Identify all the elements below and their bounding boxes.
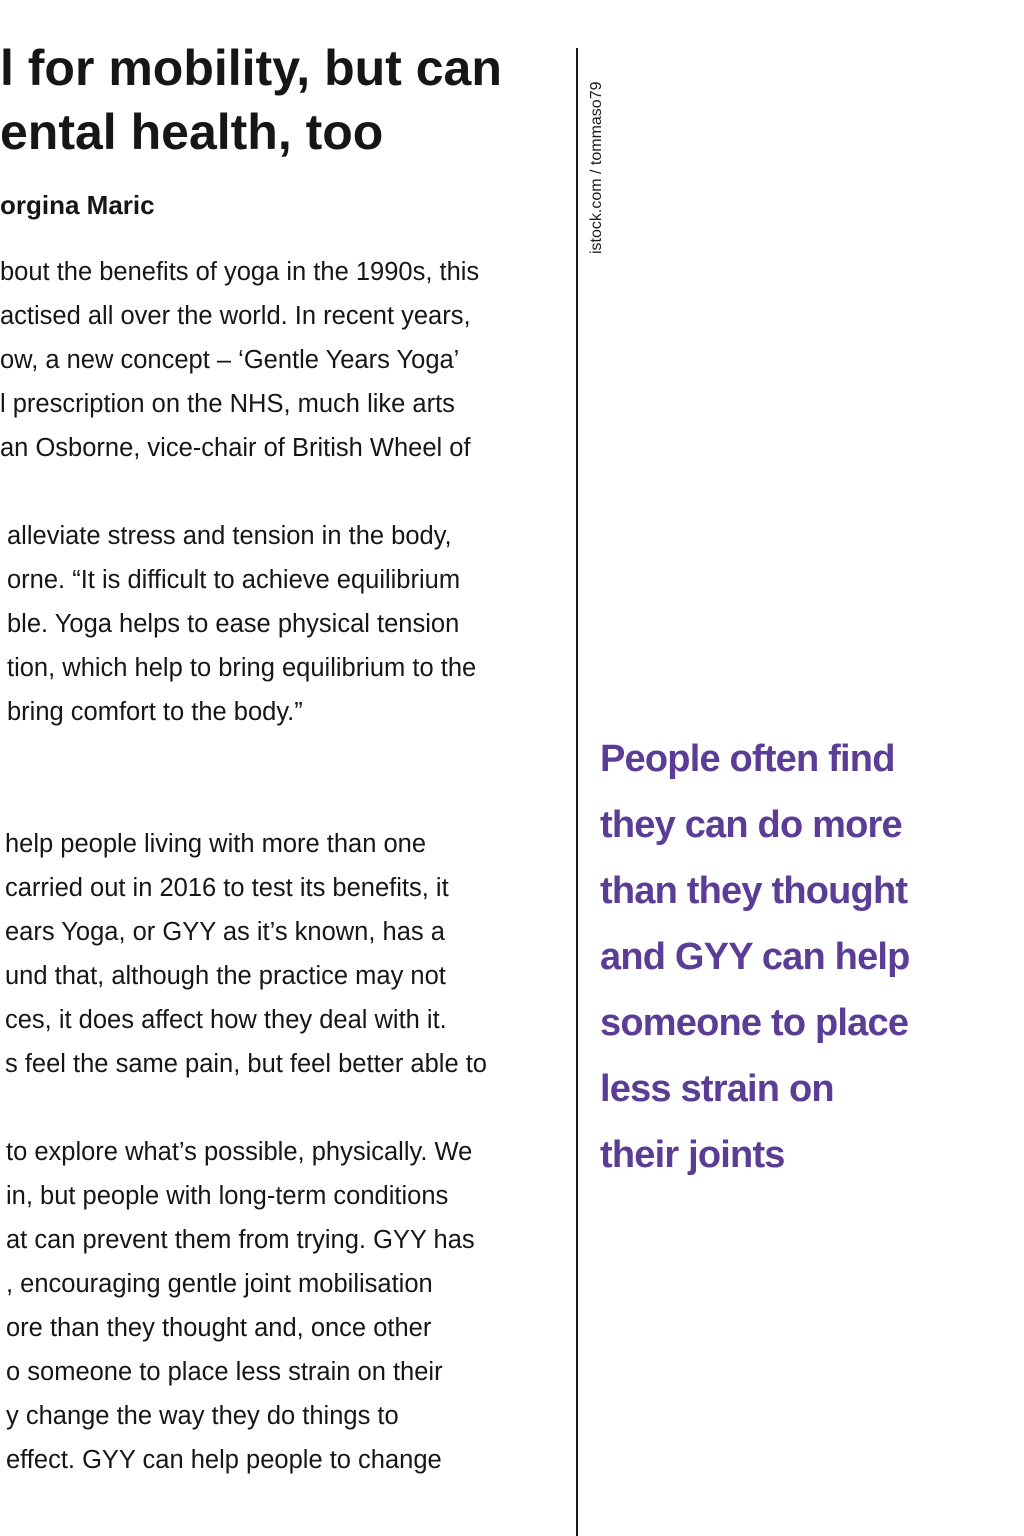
paragraph-line: an Osborne, vice-chair of British Wheel of xyxy=(0,434,471,462)
photo-credit-text: istock.com / tommaso79 xyxy=(588,81,605,254)
paragraph-line: ces, it does affect how they deal with it. xyxy=(5,1006,447,1034)
paragraph-line: help people living with more than one xyxy=(5,830,427,858)
paragraph-line: effect. GYY can help people to change xyxy=(6,1446,442,1474)
pull-quote-line: their joints xyxy=(600,1134,785,1176)
pull-quote-line: and GYY can help xyxy=(600,936,910,978)
paragraph-line: to explore what’s possible, physically. We xyxy=(6,1138,473,1166)
paragraph-line: in, but people with long-term conditions xyxy=(6,1182,449,1210)
paragraph-line: o someone to place less strain on their xyxy=(6,1358,443,1386)
pull-quote-line: than they thought xyxy=(600,870,908,912)
paragraph-1 xyxy=(0,250,479,470)
paragraph-line: actised all over the world. In recent years, xyxy=(0,302,471,330)
paragraph-line: tion, which help to bring equilibrium to the xyxy=(7,654,477,682)
paragraph-line: bout the benefits of yoga in the 1990s, this xyxy=(0,258,480,286)
headline-line-1: l for mobility, but can xyxy=(0,40,502,96)
paragraph-line: ears Yoga, or GYY as it’s known, has a xyxy=(5,918,445,946)
headline-line-2: ental health, too xyxy=(0,104,384,160)
paragraph-line: und that, although the practice may not xyxy=(5,962,446,990)
paragraph-line: bring comfort to the body.” xyxy=(7,698,303,726)
paragraph-line: ore than they thought and, once other xyxy=(6,1314,432,1342)
pull-quote-line: they can do more xyxy=(600,804,902,846)
paragraph-line: ble. Yoga helps to ease physical tension xyxy=(7,610,460,638)
paragraph-line: alleviate stress and tension in the body, xyxy=(7,522,452,550)
paragraph-line: , encouraging gentle joint mobilisation xyxy=(6,1270,433,1298)
pull-quote-line: People often find xyxy=(600,738,895,780)
paragraph-line: ow, a new concept – ‘Gentle Years Yoga’ xyxy=(0,346,460,374)
paragraph-line: carried out in 2016 to test its benefits, it xyxy=(5,874,449,902)
column-divider xyxy=(576,48,578,1536)
paragraph-line: orne. “It is difficult to achieve equilibrium xyxy=(7,566,461,594)
paragraph-2 xyxy=(7,514,476,734)
paragraph-line: l prescription on the NHS, much like arts xyxy=(0,390,455,418)
paragraph-line: s feel the same pain, but feel better able to xyxy=(5,1050,487,1078)
paragraph-3 xyxy=(5,822,487,1086)
pull-quote-line: less strain on xyxy=(600,1068,834,1110)
pull-quote-line: someone to place xyxy=(600,1002,909,1044)
paragraph-line: at can prevent them from trying. GYY has xyxy=(6,1226,475,1254)
photo-credit xyxy=(586,48,608,254)
pull-quote xyxy=(600,726,1000,1188)
byline: orgina Maric xyxy=(0,190,155,220)
paragraph-line: y change the way they do things to xyxy=(6,1402,399,1430)
headline-block xyxy=(0,36,502,164)
paragraph-4 xyxy=(6,1130,475,1482)
